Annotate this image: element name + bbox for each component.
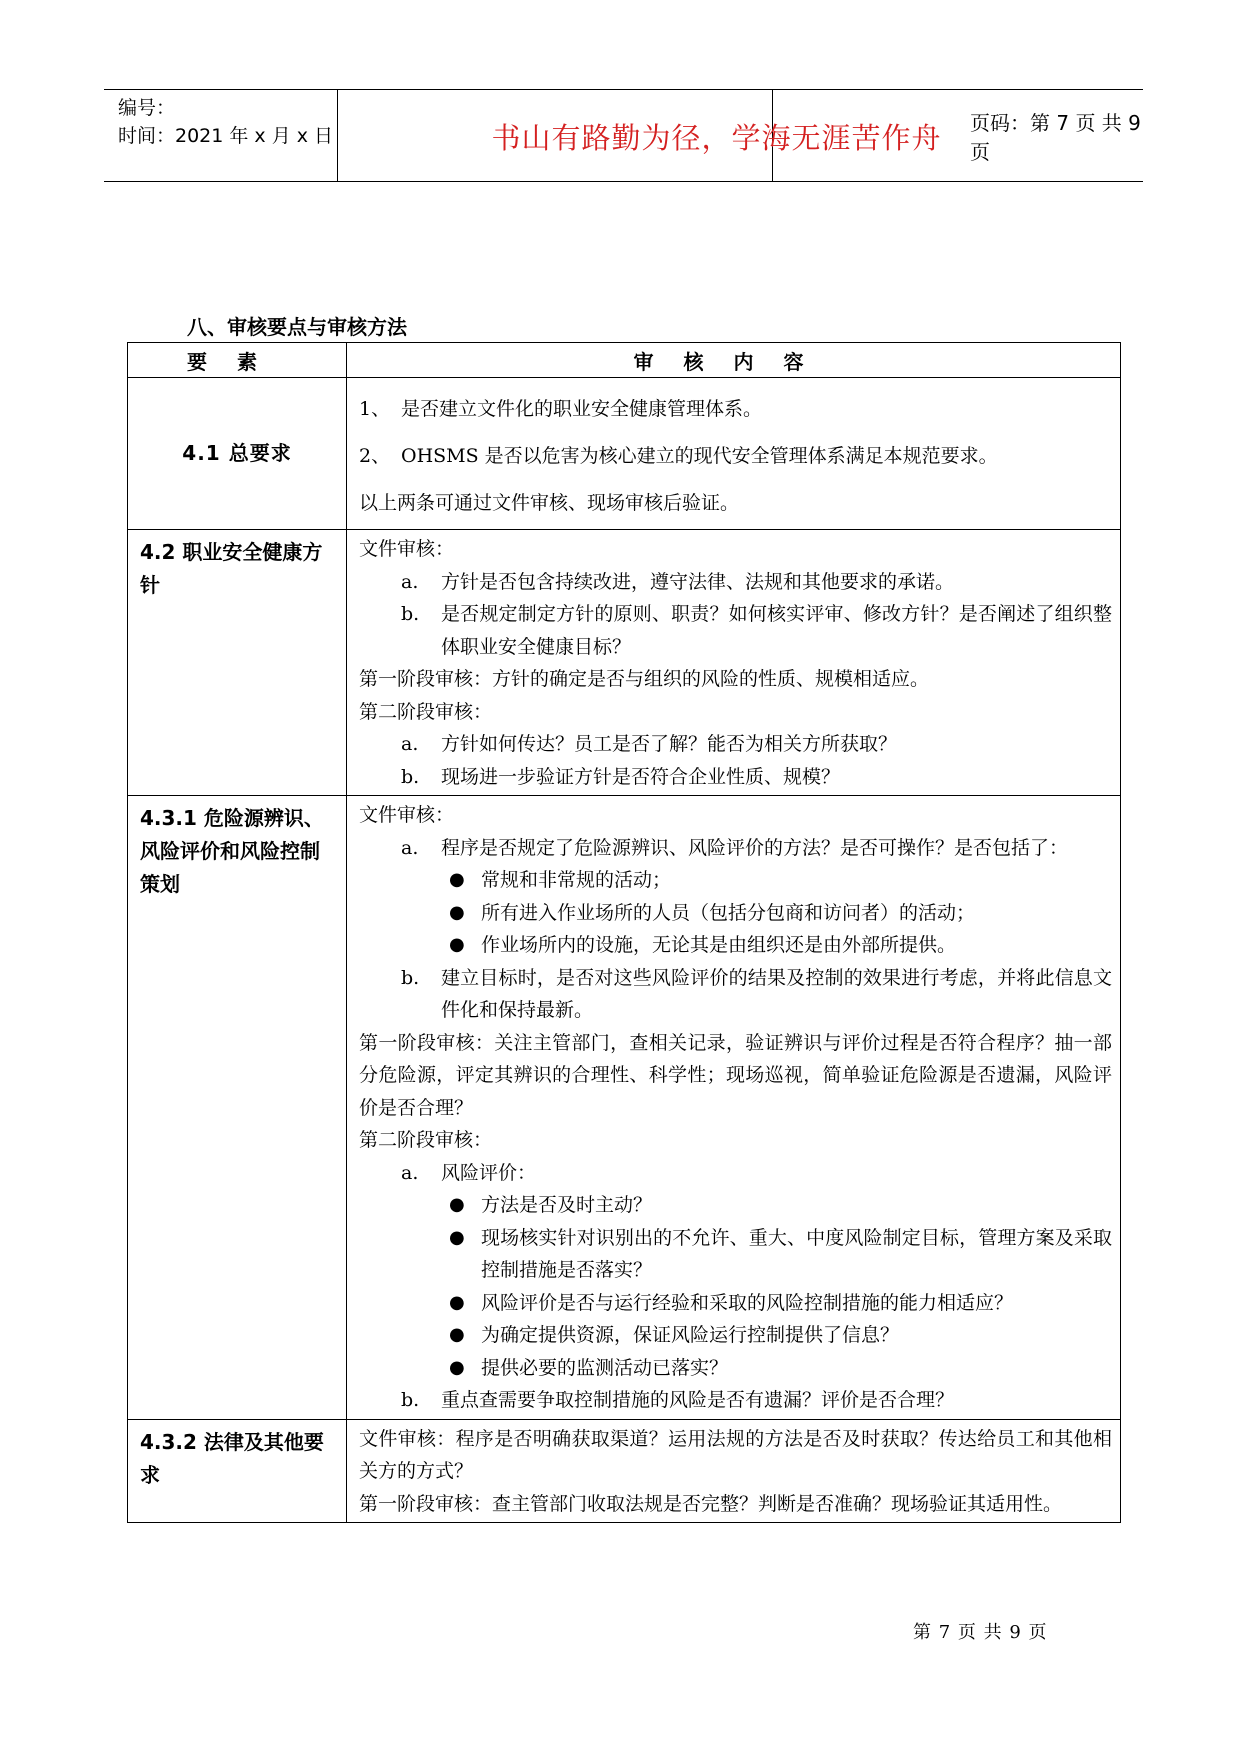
line-text: 文件审核：: [359, 538, 455, 560]
item-marker: a.: [401, 733, 419, 755]
line-text: 以上两条可通过文件审核、现场审核后验证。: [359, 492, 740, 514]
line-text: 第一阶段审核：关注主管部门，查相关记录，验证辨识与评价过程是否符合程序？抽一部分危险源，评定其辨识的合理性、科学性；现场巡视，简单验证危险源是否遗漏，风险评价是否合理？: [359, 1031, 1112, 1119]
table-row: [128, 795, 1120, 1419]
content-line: [359, 386, 1112, 433]
number-label: 编号：: [118, 97, 176, 119]
bullet-icon: ●: [449, 934, 465, 955]
content-line: [359, 566, 1112, 599]
content-line: [359, 1027, 1112, 1125]
item-marker: a.: [401, 570, 419, 593]
line-text: 程序是否规定了危险源辨识、风险评价的方法？是否可操作？是否包括了：: [441, 836, 1069, 859]
item-marker: a.: [401, 1161, 419, 1184]
content-line: [359, 799, 1112, 832]
content-line: [359, 1189, 1112, 1222]
item-number: 1、: [359, 398, 391, 420]
page-footer: 第 7 页 共 9 页: [913, 1622, 1048, 1643]
item-marker: b.: [401, 966, 420, 989]
content-line: [359, 1157, 1112, 1190]
line-text: 重点查需要争取控制措施的风险是否有遗漏？评价是否合理？: [441, 1389, 955, 1411]
content-line: [359, 480, 1112, 527]
line-text: 提供必要的监测活动已落实？: [481, 1356, 729, 1379]
line-text: 方针是否包含持续改进，遵守法律、法规和其他要求的承诺。: [441, 570, 955, 593]
column-header-element: 要素: [128, 343, 347, 377]
line-text: 常规和非常规的活动；: [481, 869, 672, 891]
content-line: [359, 533, 1112, 566]
content-cell: [347, 378, 1120, 529]
content-cell: [347, 796, 1120, 1419]
element-cell: 4.3.1 危险源辨识、风险评价和风险控制策划: [128, 796, 347, 1419]
page-label: 页码：第 7 页 共 9 页: [970, 111, 1141, 164]
line-text: 第二阶段审核：: [359, 700, 493, 723]
line-text: 现场核实针对识别出的不允许、重大、中度风险制定目标，管理方案及采取控制措施是否落实？: [481, 1226, 1112, 1281]
content-line: [359, 929, 1112, 962]
line-text: 作业场所内的设施，无论其是由组织还是由外部所提供。: [481, 934, 957, 956]
element-cell: 4.1 总要求: [128, 378, 347, 529]
element-cell: 4.2 职业安全健康方针: [128, 530, 347, 795]
line-text: OHSMS 是否以危害为核心建立的现代安全管理体系满足本规范要求。: [401, 445, 998, 467]
line-text: 第一阶段审核：查主管部门收取法规是否完整？判断是否准确？现场验证其适用性。: [359, 1492, 1063, 1515]
line-text: 文件审核：程序是否明确获取渠道？运用法规的方法是否及时获取？传达给员工和其他相关方的方式？: [359, 1427, 1112, 1482]
item-marker: a.: [401, 836, 419, 859]
content-line: [359, 1287, 1112, 1320]
item-marker: b.: [401, 603, 420, 625]
content-line: [359, 832, 1112, 865]
content-line: [359, 1352, 1112, 1385]
content-line: [359, 1319, 1112, 1352]
content-line: [359, 696, 1112, 729]
bullet-icon: ●: [449, 901, 465, 923]
bullet-icon: ●: [449, 869, 465, 890]
line-text: 文件审核：: [359, 804, 455, 826]
content-line: [359, 598, 1112, 663]
line-text: 建立目标时，是否对这些风险评价的结果及控制的效果进行考虑，并将此信息文件化和保持最新。: [441, 966, 1112, 1021]
bullet-icon: ●: [449, 1194, 465, 1215]
content-cell: [347, 1420, 1120, 1523]
line-text: 所有进入作业场所的人员（包括分包商和访问者）的活动；: [481, 901, 976, 924]
line-text: 为确定提供资源，保证风险运行控制提供了信息？: [481, 1324, 900, 1346]
audit-table: [127, 342, 1121, 1523]
header-divider: [337, 90, 338, 181]
line-text: 风险评价：: [441, 1161, 537, 1184]
table-row: [128, 1419, 1120, 1523]
table-row: [128, 529, 1120, 795]
line-text: 是否建立文件化的职业安全健康管理体系。: [401, 398, 763, 420]
line-text: 方法是否及时主动？: [481, 1194, 653, 1216]
content-line: [359, 962, 1112, 1027]
bullet-icon: ●: [449, 1291, 465, 1313]
content-line: [359, 1124, 1112, 1157]
content-line: [359, 761, 1112, 794]
content-line: [359, 897, 1112, 930]
line-text: 方针如何传达？员工是否了解？能否为相关方所获取？: [441, 733, 898, 755]
line-text: 是否规定制定方针的原则、职责？如何核实评审、修改方针？是否阐述了组织整体职业安全健康目标？: [441, 603, 1112, 658]
line-text: 第二阶段审核：: [359, 1129, 493, 1151]
content-line: [359, 663, 1112, 696]
element-cell: 4.3.2 法律及其他要求: [128, 1420, 347, 1523]
section-title: 八、审核要点与审核方法: [187, 315, 407, 339]
item-marker: b.: [401, 765, 420, 788]
content-line: [359, 864, 1112, 897]
content-line: [359, 1384, 1112, 1417]
content-line: [359, 1222, 1112, 1287]
motto: 书山有路勤为径，学海无涯苦作舟: [491, 120, 942, 155]
time-label: 时间：2021 年 x 月 x 日: [118, 125, 334, 147]
column-header-content: 审核内容: [633, 349, 834, 374]
item-number: 2、: [359, 445, 391, 467]
item-marker: b.: [401, 1389, 420, 1411]
line-text: 风险评价是否与运行经验和采取的风险控制措施的能力相适应？: [481, 1291, 1014, 1314]
bullet-icon: ●: [449, 1324, 465, 1345]
table-row: [128, 377, 1120, 529]
header-meta: [118, 94, 333, 150]
line-text: 现场进一步验证方针是否符合企业性质、规模？: [441, 765, 841, 788]
content-line: [359, 433, 1112, 480]
bullet-icon: ●: [449, 1356, 465, 1378]
content-line: [359, 1423, 1112, 1488]
page-header: [104, 89, 1143, 182]
bullet-icon: ●: [449, 1226, 465, 1248]
content-line: [359, 1488, 1112, 1521]
content-cell: [347, 530, 1120, 795]
table-header-row: [128, 343, 1120, 377]
content-line: [359, 728, 1112, 761]
line-text: 第一阶段审核：方针的确定是否与组织的风险的性质、规模相适应。: [359, 668, 930, 690]
